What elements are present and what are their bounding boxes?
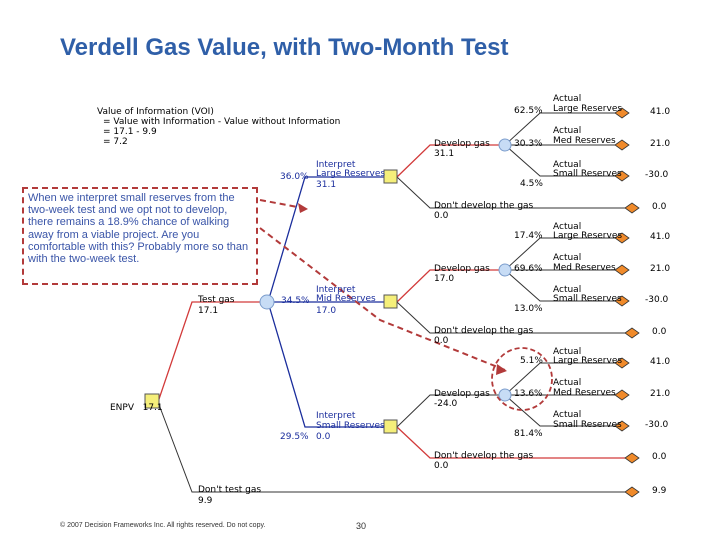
interp-large-prob: 36.0% xyxy=(280,172,309,182)
prob-small-mid: 13.6% xyxy=(514,389,543,399)
nodev-large-value: 0.0 xyxy=(434,211,449,221)
interp-large-value: 31.1 xyxy=(316,180,337,190)
prob-mid-mid: 69.6% xyxy=(514,264,543,274)
dev-large-value: 31.1 xyxy=(434,149,455,159)
nodev-small-label: Don't develop the gas xyxy=(434,451,534,461)
dev-mid-value: 17.0 xyxy=(434,274,455,284)
actual-large-3-l1: Actual xyxy=(553,347,582,357)
actual-mid-1-l2: Med Reserves xyxy=(553,136,616,146)
no-test-payoff: 9.9 xyxy=(652,486,667,496)
nodev-large-payoff: 0.0 xyxy=(652,202,667,212)
voi-line-1: Value of Information (VOI) xyxy=(97,107,214,117)
root-label: ENPV 17.1 xyxy=(110,403,163,413)
dev-small-label: Develop gas xyxy=(434,389,490,399)
callout-box: When we interpret small reserves from the two-week test and we opt not to develop, there remains a 18.9% chance of walking away from a viable project. Are you comfortable with this? Probably more so than with the two-week test. xyxy=(22,187,258,285)
interp-small-label1: Interpret xyxy=(316,411,356,421)
test-gas-label: Test gas xyxy=(198,295,235,305)
decision-node-large xyxy=(384,170,397,183)
interp-large-label1: Interpret xyxy=(316,160,356,170)
prob-small-large: 5.1% xyxy=(520,356,543,366)
nodev-small-payoff: 0.0 xyxy=(652,452,667,462)
interp-small-label2: Small Reserves xyxy=(316,421,385,431)
nodev-small-value: 0.0 xyxy=(434,461,449,471)
voi-line-2: = Value with Information - Value without Information xyxy=(103,117,341,127)
decision-node-mid xyxy=(384,295,397,308)
interp-large-label2: Large Reserves xyxy=(316,169,386,179)
nodev-mid-value: 0.0 xyxy=(434,336,449,346)
payoff-small-1: -30.0 xyxy=(645,170,669,180)
nodev-mid-payoff: 0.0 xyxy=(652,327,667,337)
actual-small-3-l2: Small Reserves xyxy=(553,420,622,430)
payoff-mid-3: 21.0 xyxy=(650,389,671,399)
nodev-large-label: Don't develop the gas xyxy=(434,201,534,211)
page-number: 30 xyxy=(356,521,367,531)
payoff-small-3: -30.0 xyxy=(645,420,669,430)
branch-test-gas xyxy=(158,302,268,402)
no-test-value: 9.9 xyxy=(198,496,213,506)
payoff-small-2: -30.0 xyxy=(645,295,669,305)
prob-large-large: 62.5% xyxy=(514,106,543,116)
dev-mid-label: Develop gas xyxy=(434,264,490,274)
prob-large-small: 4.5% xyxy=(520,179,543,189)
actual-small-2-l2: Small Reserves xyxy=(553,294,622,304)
actual-mid-3-l1: Actual xyxy=(553,378,582,388)
actual-mid-1-l1: Actual xyxy=(553,126,582,136)
interp-mid-prob: 34.5% xyxy=(281,296,310,306)
voi-line-3: = 17.1 - 9.9 xyxy=(103,127,157,137)
no-test-label: Don't test gas xyxy=(198,485,262,495)
payoff-mid-1: 21.0 xyxy=(650,139,671,149)
interp-small-prob: 29.5% xyxy=(280,432,309,442)
test-gas-value: 17.1 xyxy=(198,306,219,316)
branch-interp-small xyxy=(268,302,384,427)
prob-mid-small: 13.0% xyxy=(514,304,543,314)
actual-large-2-l1: Actual xyxy=(553,222,582,232)
interp-mid-label2: Mid Reserves xyxy=(316,294,376,304)
prob-small-small: 81.4% xyxy=(514,429,543,439)
callout-arrows xyxy=(260,200,505,370)
test-chance-node xyxy=(260,295,274,309)
actual-mid-2-l1: Actual xyxy=(553,253,582,263)
interp-mid-label1: Interpret xyxy=(316,285,356,295)
slide-title: Verdell Gas Value, with Two-Month Test xyxy=(60,34,509,61)
chance-node-large xyxy=(499,139,511,151)
chance-node-small xyxy=(499,389,511,401)
actual-large-1-l2: Large Reserves xyxy=(553,104,623,114)
actual-mid-2-l2: Med Reserves xyxy=(553,263,616,273)
actual-small-3-l1: Actual xyxy=(553,410,582,420)
payoff-mid-2: 21.0 xyxy=(650,264,671,274)
prob-mid-large: 17.4% xyxy=(514,231,543,241)
dev-large-label: Develop gas xyxy=(434,139,490,149)
chance-node-mid xyxy=(499,264,511,276)
actual-small-1-l1: Actual xyxy=(553,160,582,170)
dev-small-value: -24.0 xyxy=(434,399,458,409)
interp-mid-value: 17.0 xyxy=(316,306,337,316)
payoff-large-3: 41.0 xyxy=(650,357,671,367)
footer-copyright: © 2007 Decision Frameworks Inc. All rights reserved. Do not copy. xyxy=(60,522,266,529)
voi-line-4: = 7.2 xyxy=(103,137,128,147)
actual-small-1-l2: Small Reserves xyxy=(553,169,622,179)
interp-small-value: 0.0 xyxy=(316,432,331,442)
actual-small-2-l1: Actual xyxy=(553,285,582,295)
actual-mid-3-l2: Med Reserves xyxy=(553,388,616,398)
actual-large-1-l1: Actual xyxy=(553,94,582,104)
actual-large-2-l2: Large Reserves xyxy=(553,231,623,241)
actual-large-3-l2: Large Reserves xyxy=(553,356,623,366)
branch-interp-large xyxy=(268,177,384,302)
payoff-large-2: 41.0 xyxy=(650,232,671,242)
nodev-mid-label: Don't develop the gas xyxy=(434,326,534,336)
prob-large-mid: 30.3% xyxy=(514,139,543,149)
decision-node-small xyxy=(384,420,397,433)
payoff-large-1: 41.0 xyxy=(650,107,671,117)
